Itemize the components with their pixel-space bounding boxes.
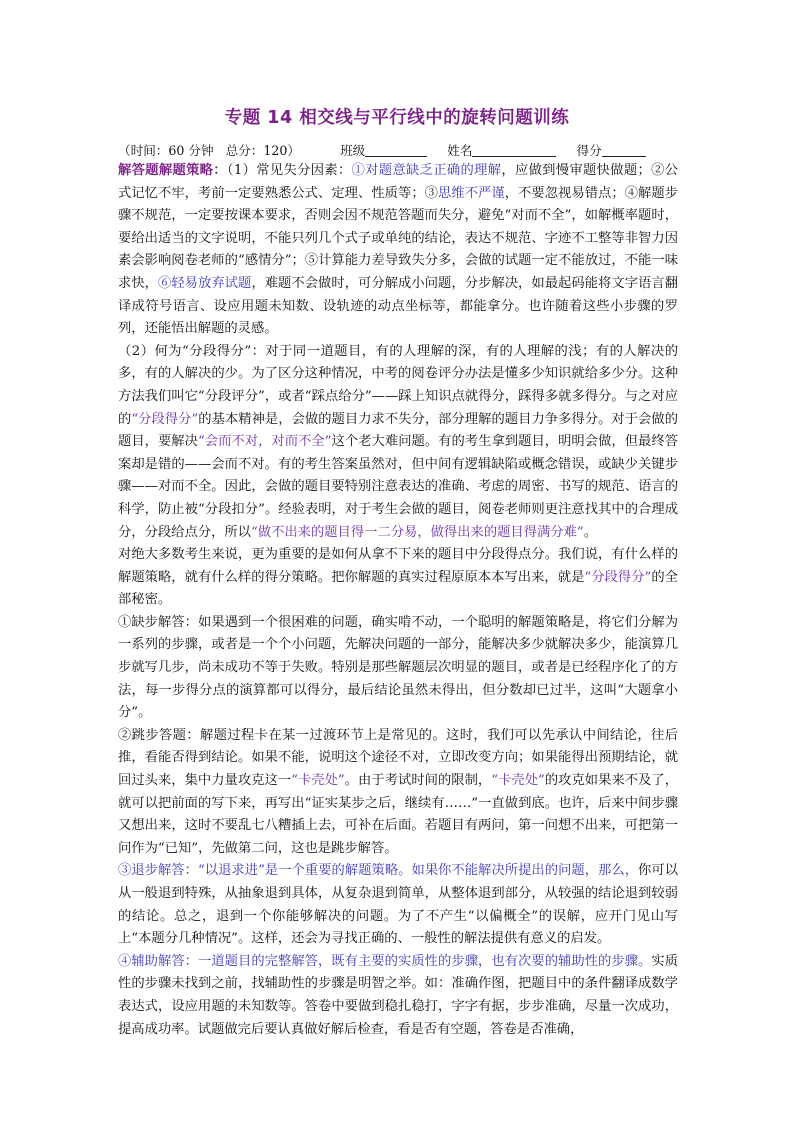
text-span: 对绝大多数考生来说，更为重要的是如何从拿不下来的题目中分段得点分。我们说，有什么样的解题策略，就有什么样的得分策略。把你解题的真实过程原原本本写出来，就是 <box>118 547 678 585</box>
highlight-span: ③退步解答：“以退求进”是一个重要的解题策略。如果你不能解决所提出的问题，那么， <box>118 863 639 879</box>
highlight-span: “分段得分” <box>584 569 652 585</box>
highlight-span: “卡壳处” <box>291 773 345 789</box>
paragraph-auxiliary <box>118 951 678 1041</box>
class-label: 班级 <box>340 143 366 158</box>
highlight-span: “卡壳处” <box>491 773 545 789</box>
text-span: （2）何为“分段得分”：对于同一道题目，有的人理解的深，有的人理解的浅；有的人解决的多，有的人解决的少。为了区分这种情况，中考的阅卷评分办法是懂多少知识就给多少分。这种方法我们叫它“分段评分”，或者“踩点给分”——踩上知识点就得分，踩得多就多得分。与之对应的 <box>118 343 678 427</box>
text-span: ，难题不会做时，可分解成小问题，分步解决，如最起码能将文字语言翻译成符号语言、设应用题未知数、设轨迹的动点坐标等，都能拿分。也许随着这些小步骤的罗列，还能悟出解题的灵感。 <box>118 275 679 337</box>
score-blank[interactable] <box>602 144 646 157</box>
score-label: 得分 <box>576 143 602 158</box>
text-span: 这个老大难问题。有的考生拿到题目，明明会做，但最终答案却是错的——会而不对。有的考生答案虽然对，但中间有逻辑缺陷或概念错误，或缺少关键步骤——对而不全。因此，会做的题目要特别注意表达的准确、考虑的周密、书写的规范、语言的科学，防止被“分段扣分”。经验表明，对于考生会做的题目，阅卷老师则更注意找其中的合理成分，分段给点分，所以 <box>118 434 679 540</box>
text-span: ，应做到慢审题快做题；②公式记忆不牢，考前一定要熟悉公式、定理、性质等；③ <box>118 163 679 201</box>
paragraph-majority <box>118 544 678 612</box>
exam-info-line <box>118 140 646 159</box>
paragraph-step-back <box>118 860 678 950</box>
highlight-span: “做不出来的题目得一二分易，做得出来的题目得满分难” <box>250 524 584 540</box>
text-span: 的攻克如果来不及了，就可以把前面的写下来，再写出“证实某步之后，继续有……”一直做到底。也许，后来中间步骤又想出来，这时不要乱七八糟插上去，可补在后面。若题目有两问，第一问想不出来，可把第一问作为“已知”，先做第二问，这也是跳步解答。 <box>118 773 679 856</box>
highlight-span: ④辅助解答：一道题目的完整解答，既有主要的实质性的步骤，也有次要的辅助性的步骤。 <box>118 953 652 969</box>
strategy-heading: 解答题解题策略： <box>118 163 227 178</box>
paragraph-segment-scoring <box>118 341 678 544</box>
text-span: ，不要忽视易错点；④解题步骤不规范，一定要按课本要求，否则会因不规范答题而失分，避免“对而不全”，如解概率题时，要给出适当的文字说明，不能只列几个式子或单纯的结论，表达不规范、字迹不工整等非智力因素会影响阅卷老师的“感情分”；⑤计算能力差导致失分多，会做的试题一定不能放过，不能一味求快， <box>118 185 679 291</box>
name-blank[interactable] <box>472 144 556 157</box>
highlight-span: “分段得分” <box>131 411 199 427</box>
strategy-body <box>118 160 678 1041</box>
text-span: （1）常见失分因素： <box>226 163 352 178</box>
page-title: 专题 14 相交线与平行线中的旋转问题训练 <box>224 108 570 128</box>
highlight-span: ⑥轻易放弃试题 <box>158 275 252 291</box>
text-span: 。由于考试时间的限制， <box>344 773 492 789</box>
name-label: 姓名 <box>447 143 473 158</box>
highlight-span: 思维不严谨 <box>438 185 505 201</box>
text-span: 实质性的步骤未找到之前，找辅助性的步骤是明智之举。如：准确作图，把题目中的条件翻译成数学表达式，设应用题的未知数等。答卷中要做到稳扎稳打，字字有据，步步准确，尽量一次成功，提高成功率。试题做完后要认真做好解后检查，看是否有空题，答卷是否准确， <box>118 953 679 1037</box>
class-blank[interactable] <box>365 144 427 157</box>
text-span: 的全部秘密。 <box>118 569 678 608</box>
paragraph-skip-steps <box>118 725 678 861</box>
text-span: 你可以从一般退到特殊，从抽象退到具体，从复杂退到简单，从整体退到部分，从较强的结论退到较弱的结论。总之，退到一个你能够解决的问题。为了不产生“以偏概全”的误解，应开门见山写上“本题分几种情况”。这样，还会为寻找正确的、一般性的解法提供有意义的启发。 <box>118 863 678 947</box>
highlight-span: “会而不对，对而不全” <box>197 434 332 450</box>
text-span: 。 <box>583 524 597 540</box>
paragraph-missing-steps: ①缺步解答：如果遇到一个很困难的问题，确实啃不动，一个聪明的解题策略是，将它们分解为一系列的步骤，或者是一个个小问题，先解决问题的一部分，能解决多少就解决多少，能演算几步就写几步，尚未成功不等于失败。特别是那些解题层次明显的题目，或者是已经程序化了的方法，每一步得分点的演算都可以得分，最后结论虽然未得出，但分数却已过半，这叫“大题拿小分”。 <box>118 614 678 721</box>
paragraph-common-errors <box>118 160 678 341</box>
text-span: 的基本精神是，会做的题目力求不失分，部分理解的题目力争多得分。对于会做的题目，要解决 <box>118 411 678 450</box>
text-span: ②跳步答题：解题过程卡在某一过渡环节上是常见的。这时，我们可以先承认中间结论，往后推，看能否得到结论。如果不能，说明这个途径不对，立即改变方向；如果能得出预期结论，就回过头来，集中力量攻克这一 <box>118 727 678 789</box>
time-score-text: （时间：60 分钟 总分：120） <box>118 143 301 158</box>
highlight-span: ①对题意缺乏正确的理解 <box>351 163 502 178</box>
